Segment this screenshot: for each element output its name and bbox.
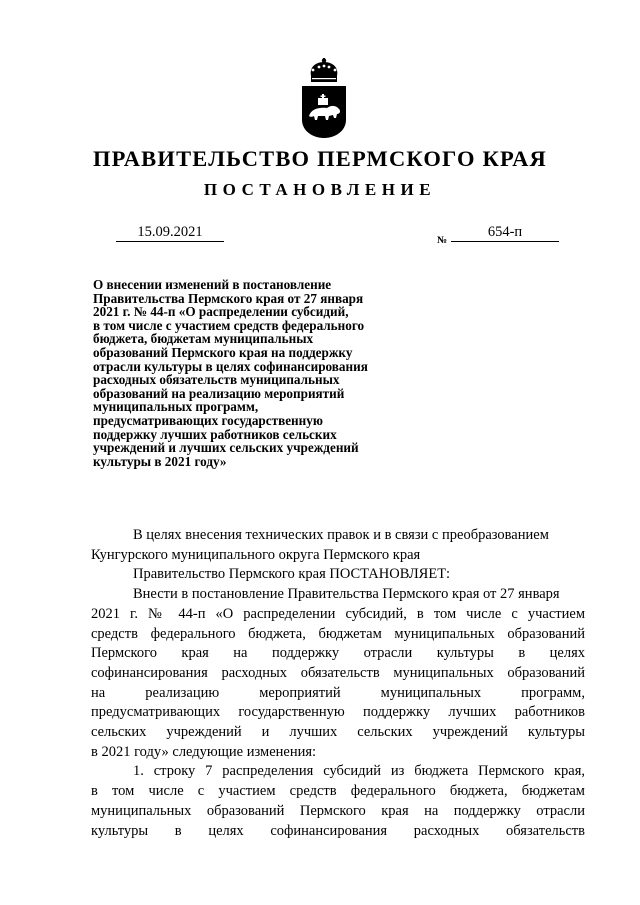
document-subject	[93, 278, 423, 468]
body-line: средств федерального бюджета, бюджетам муниципальных образований	[91, 625, 585, 642]
number-value: 654-п	[487, 224, 523, 240]
perm-krai-coat-of-arms-icon	[299, 58, 349, 140]
body-line: предусматривающих государственную поддержку лучших работников	[91, 704, 585, 721]
body-line: в том числе с участием средств федерального бюджета, бюджетам	[91, 783, 585, 800]
document-body	[91, 526, 585, 841]
body-line: муниципальных образований Пермского края на поддержку отрасли	[91, 802, 585, 819]
subject-line: бюджета, бюджетам муниципальных	[93, 331, 314, 347]
subject-line: 2021 г. № 44-п «О распределении субсидий,	[93, 304, 349, 320]
number-underline	[451, 241, 559, 242]
subject-line: культуры в 2021 году»	[93, 453, 227, 469]
subject-line: отрасли культуры в целях софинансирования	[93, 358, 368, 374]
date-underline	[116, 241, 224, 242]
government-title: ПРАВИТЕЛЬСТВО ПЕРМСКОГО КРАЯ	[92, 146, 548, 171]
body-line: Внести в постановление Правительства Пермского края от 27 января	[133, 586, 560, 603]
body-line: В целях внесения технических правок и в связи с преобразованием	[133, 527, 549, 543]
subject-line: поддержку лучших работников сельских	[93, 426, 337, 442]
body-line: в 2021 году» следующие изменения:	[91, 743, 317, 760]
subject-line: Правительства Пермского края от 27 января	[93, 290, 364, 306]
document-number	[451, 223, 559, 242]
body-line: Пермского края на поддержку отрасли культуры в целях	[91, 645, 585, 662]
subject-line: учреждений и лучших сельских учреждений	[93, 440, 359, 456]
document-type: ПОСТАНОВЛЕНИЕ	[203, 180, 437, 199]
subject-line: в том числе с участием средств федерального	[93, 317, 365, 333]
body-line: Правительство Пермского края ПОСТАНОВЛЯЕТ:	[133, 566, 451, 583]
subject-line: образований на реализацию мероприятий	[93, 385, 345, 401]
subject-line: муниципальных программ,	[93, 399, 259, 415]
body-line: софинансирования расходных обязательств муниципальных образований	[91, 664, 585, 681]
subject-line: О внесении изменений в постановление	[93, 277, 332, 292]
number-sign: №	[437, 235, 448, 246]
body-line: Кунгурского муниципального округа Пермского края	[91, 546, 421, 563]
subject-line: предусматривающих государственную	[93, 412, 323, 428]
document-date	[116, 223, 224, 242]
body-line: сельских учреждений и лучших сельских учреждений культуры	[91, 724, 585, 741]
subject-line: образований Пермского края на поддержку	[93, 344, 353, 360]
body-line: 1. строку 7 распределения субсидий из бюджета Пермского края,	[133, 763, 585, 780]
body-line: 2021 г. № 44-п «О распределении субсидий, в том числе с участием	[91, 605, 585, 622]
date-value: 15.09.2021	[137, 224, 203, 240]
subject-line: расходных обязательств муниципальных	[93, 372, 340, 388]
body-line: культуры в целях софинансирования расходных обязательств	[91, 822, 585, 839]
body-line: на реализацию мероприятий муниципальных программ,	[91, 684, 585, 701]
